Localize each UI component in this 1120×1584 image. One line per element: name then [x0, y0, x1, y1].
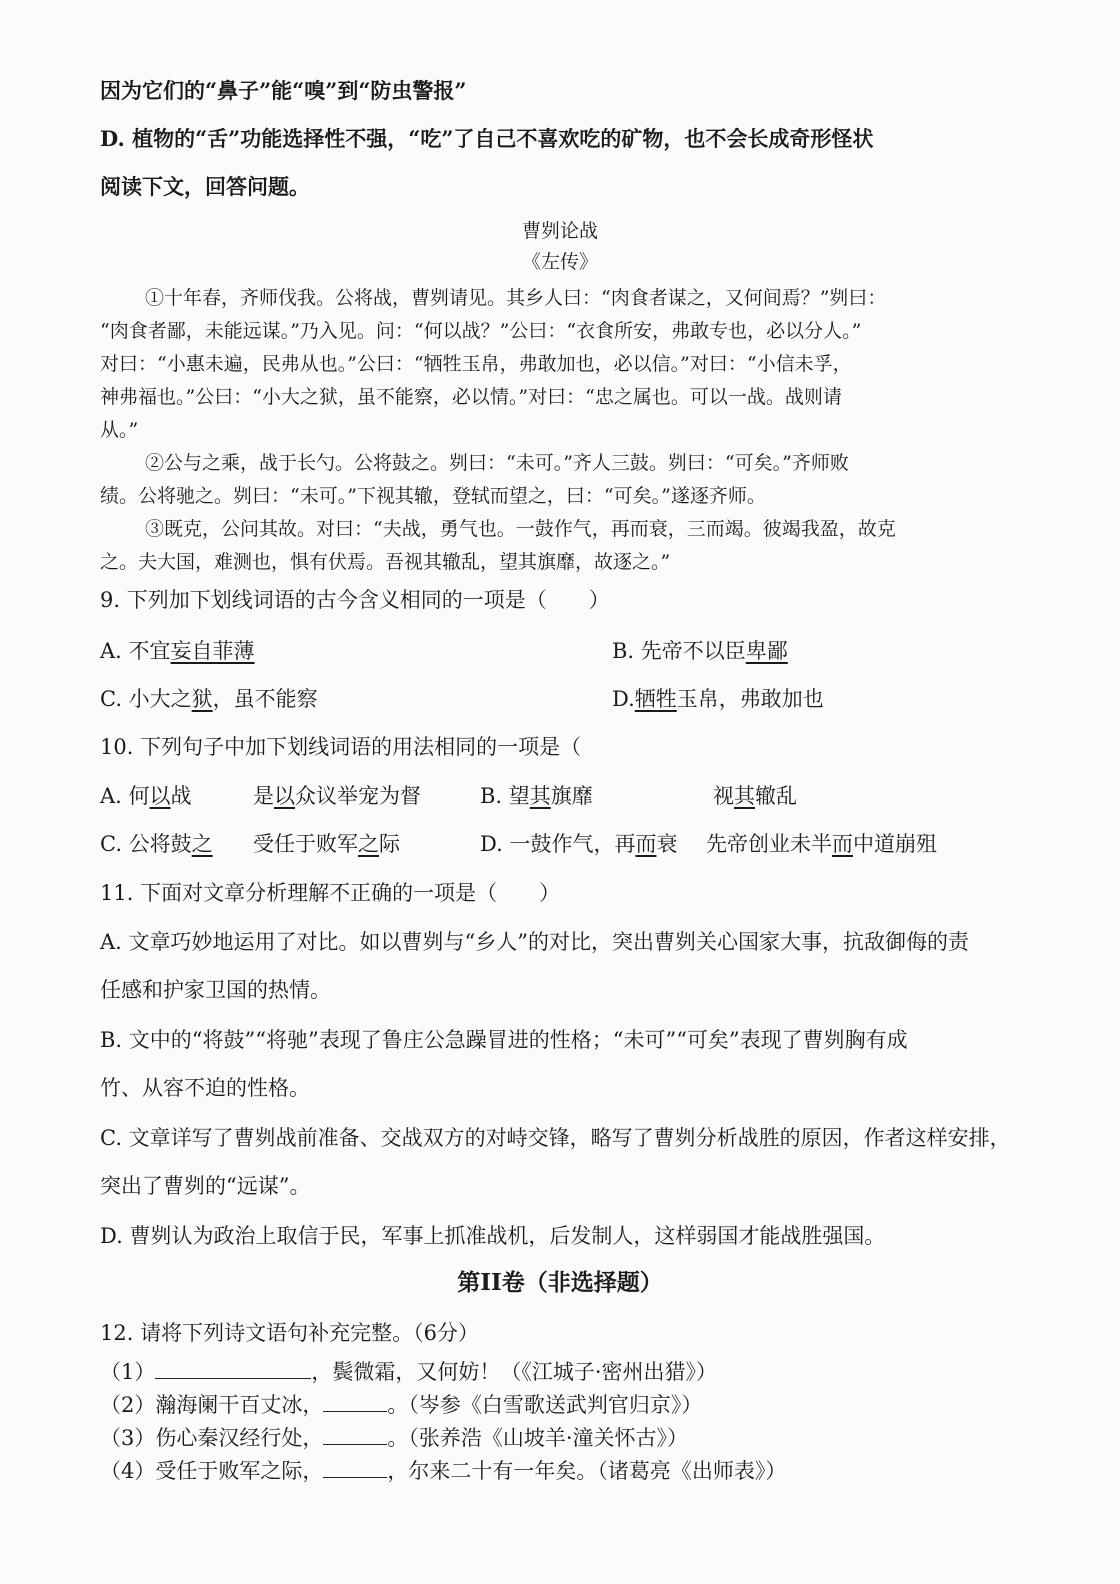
answer-blank[interactable] — [323, 1391, 387, 1412]
answer-blank[interactable] — [155, 1358, 311, 1379]
passage-line: 之。夫大国，难测也，惧有伏焉。吾视其辙乱，望其旗靡，故逐之。” — [100, 551, 671, 573]
question-10-stem: 10. 下列句子中加下划线词语的用法相同的一项是（ — [100, 735, 582, 759]
q12-item-2: （2）瀚海阑干百丈冰， 。（岑参《白雪歌送武判官归京》） — [100, 1393, 703, 1417]
q10-option-a-1: A. 何以战 — [100, 784, 192, 808]
q10-option-a-2: 是以众议举宠为督 — [253, 784, 421, 808]
q12-item-3: （3）伤心秦汉经行处， 。（张养浩《山坡羊·潼关怀古》） — [100, 1426, 689, 1450]
q11-option-c-cont: 突出了曹刿的“远谋”。 — [100, 1174, 311, 1198]
q11-option-a: A. 文章巧妙地运用了对比。如以曹刿与“乡人”的对比，突出曹刿关心国家大事，抗敌御侮的责 — [100, 930, 969, 954]
q11-option-d: D. 曹刿认为政治上取信于民，军事上抓准战机，后发制人，这样弱国才能战胜强国。 — [100, 1224, 886, 1248]
text-line: 因为它们的“鼻子”能“嗅”到“防虫警报” — [100, 78, 467, 103]
passage-line: ①十年春，齐师伐我。公将战，曹刿请见。其乡人曰：“肉食者谋之，又何间焉？”刿曰： — [145, 287, 887, 309]
instruction: 阅读下文，回答问题。 — [100, 174, 310, 199]
passage-line: 对曰：“小惠未遍，民弗从也。”公曰：“牺牲玉帛，弗敢加也，必以信。”对曰：“小信未孚， — [100, 353, 852, 375]
q10-option-c-1: C. 公将鼓之 — [100, 832, 213, 856]
q10-option-d-2: 先帝创业未半而中道崩殂 — [706, 832, 937, 856]
q10-option-c-2: 受任于败军之际 — [253, 832, 400, 856]
question-9-stem: 9. 下列加下划线词语的古今含义相同的一项是（ ） — [100, 588, 610, 612]
option-d-prev: D. 植物的“舌”功能选择性不强，“吃”了自己不喜欢吃的矿物，也不会长成奇形怪状 — [100, 126, 874, 151]
passage-line: “肉食者鄙，未能远谋。”乃入见。问：“何以战？”公曰：“衣食所安，弗敢专也，必以分人。” — [100, 320, 862, 342]
q9-option-c: C. 小大之狱，虽不能察 — [100, 687, 318, 711]
q11-option-c: C. 文章详写了曹刿战前准备、交战双方的对峙交锋，略写了曹刿分析战胜的原因，作者这样安排， — [100, 1126, 1011, 1150]
q11-option-a-cont: 任感和护家卫国的热情。 — [100, 978, 331, 1002]
q11-option-b-cont: 竹、从容不迫的性格。 — [100, 1076, 310, 1100]
q9-option-d: D.牺牲玉帛，弗敢加也 — [612, 687, 824, 711]
section-title: 第II卷（非选择题） — [457, 1269, 663, 1296]
passage-line: 从。” — [100, 419, 139, 441]
q12-item-4: （4）受任于败军之际， ，尔来二十有一年矣。（诸葛亮《出师表》） — [100, 1459, 787, 1483]
passage-line: ③既克，公问其故。对曰：“夫战，勇气也。一鼓作气，再而衰，三而竭。彼竭我盈，故克 — [145, 518, 896, 540]
answer-blank[interactable] — [323, 1424, 387, 1445]
question-11-stem: 11. 下面对文章分析理解不正确的一项是（ ） — [100, 881, 561, 905]
q10-option-b-2: 视其辙乱 — [713, 784, 797, 808]
q9-option-b: B. 先帝不以臣卑鄙 — [612, 639, 788, 663]
q12-item-1: （1） ，鬓微霜，又何妨！（《江城子·密州出猎》） — [100, 1360, 718, 1384]
passage-title: 曹刿论战 — [521, 220, 598, 242]
q10-option-b-1: B. 望其旗靡 — [480, 784, 593, 808]
q11-option-b: B. 文中的“将鼓”“将驰”表现了鲁庄公急躁冒进的性格；“未可”“可矣”表现了曹刿胸有成 — [100, 1028, 908, 1052]
answer-blank[interactable] — [323, 1457, 387, 1478]
passage-line: ②公与之乘，战于长勺。公将鼓之。刿曰：“未可。”齐人三鼓。刿曰：“可矣。”齐师败 — [145, 452, 849, 474]
q10-option-d-1: D. 一鼓作气，再而衰 — [480, 832, 678, 856]
passage-source: 《左传》 — [521, 251, 598, 273]
passage-line: 绩。公将驰之。刿曰：“未可。”下视其辙，登轼而望之，曰：“可矣。”遂逐齐师。 — [100, 485, 766, 507]
passage-line: 神弗福也。”公曰：“小大之狱，虽不能察，必以情。”对曰：“忠之属也。可以一战。战则请 — [100, 386, 842, 408]
question-12-stem: 12. 请将下列诗文语句补充完整。（6分） — [100, 1321, 479, 1345]
q9-option-a: A. 不宜妄自菲薄 — [100, 639, 255, 663]
